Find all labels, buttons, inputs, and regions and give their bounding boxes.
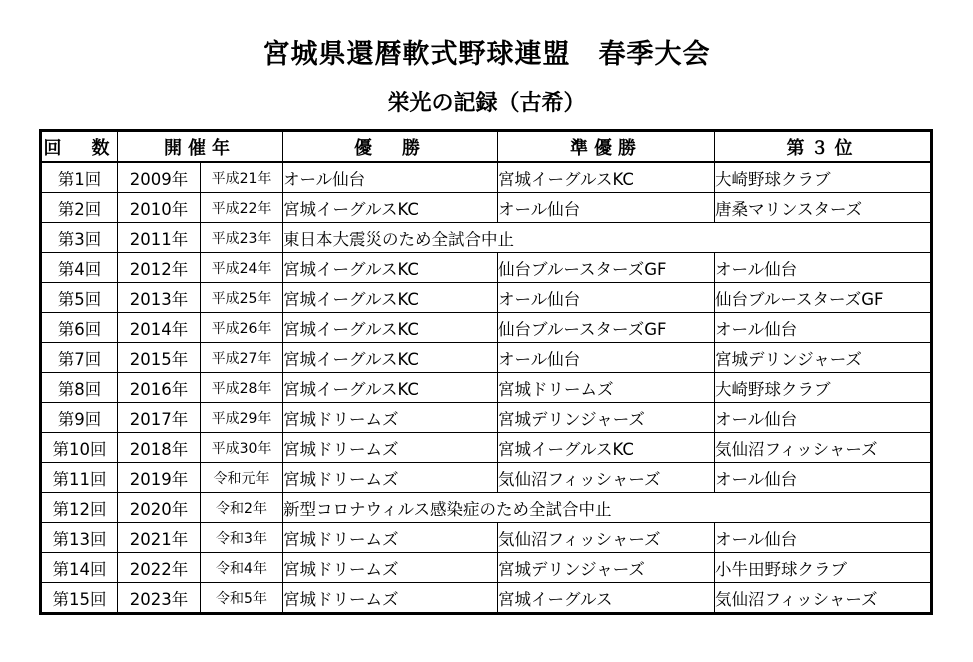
era-cell: 平成23年 bbox=[201, 223, 283, 253]
table-row bbox=[41, 433, 932, 463]
page-title: 宮城県還暦軟式野球連盟 春季大会 bbox=[262, 39, 711, 70]
third-place-cell: オール仙台 bbox=[715, 523, 932, 553]
winner-cell: 宮城ドリームズ bbox=[283, 583, 498, 614]
runner-up-cell: オール仙台 bbox=[498, 343, 715, 373]
records-body bbox=[41, 162, 932, 614]
runner-up-cell: 宮城ドリームズ bbox=[498, 373, 715, 403]
round-cell: 第7回 bbox=[41, 343, 118, 373]
third-place-cell: 大崎野球クラブ bbox=[715, 373, 932, 403]
runner-up-cell: 宮城デリンジャーズ bbox=[498, 403, 715, 433]
winner-cell: 宮城イーグルスKC bbox=[283, 343, 498, 373]
header-row bbox=[41, 131, 932, 163]
round-cell: 第8回 bbox=[41, 373, 118, 403]
year-cell: 2020年 bbox=[118, 493, 201, 523]
third-place-cell: 宮城デリンジャーズ bbox=[715, 343, 932, 373]
winner-cell: 宮城ドリームズ bbox=[283, 523, 498, 553]
year-cell: 2015年 bbox=[118, 343, 201, 373]
era-cell: 平成22年 bbox=[201, 193, 283, 223]
table-row bbox=[41, 583, 932, 614]
third-place-cell: 気仙沼フィッシャーズ bbox=[715, 583, 932, 614]
round-cell: 第4回 bbox=[41, 253, 118, 283]
third-place-cell: 唐桑マリンスターズ bbox=[715, 193, 932, 223]
winner-cell: オール仙台 bbox=[283, 162, 498, 193]
round-cell: 第15回 bbox=[41, 583, 118, 614]
header-third: 第３位 bbox=[715, 131, 932, 163]
era-cell: 令和2年 bbox=[201, 493, 283, 523]
year-cell: 2011年 bbox=[118, 223, 201, 253]
table-row bbox=[41, 162, 932, 193]
table-row bbox=[41, 283, 932, 313]
third-place-cell: 大崎野球クラブ bbox=[715, 162, 932, 193]
year-cell: 2016年 bbox=[118, 373, 201, 403]
table-row bbox=[41, 343, 932, 373]
round-cell: 第2回 bbox=[41, 193, 118, 223]
round-cell: 第14回 bbox=[41, 553, 118, 583]
runner-up-cell: 宮城イーグルスKC bbox=[498, 162, 715, 193]
year-cell: 2023年 bbox=[118, 583, 201, 614]
round-cell: 第5回 bbox=[41, 283, 118, 313]
table-row bbox=[41, 553, 932, 583]
era-cell: 平成26年 bbox=[201, 313, 283, 343]
third-place-cell: オール仙台 bbox=[715, 313, 932, 343]
third-place-cell: 気仙沼フィッシャーズ bbox=[715, 433, 932, 463]
table-row bbox=[41, 493, 932, 523]
table-row bbox=[41, 403, 932, 433]
year-cell: 2022年 bbox=[118, 553, 201, 583]
era-cell: 平成27年 bbox=[201, 343, 283, 373]
round-cell: 第3回 bbox=[41, 223, 118, 253]
round-cell: 第9回 bbox=[41, 403, 118, 433]
header-held-year: 開催年 bbox=[118, 131, 283, 163]
round-cell: 第1回 bbox=[41, 162, 118, 193]
header-round: 回 数 bbox=[41, 131, 118, 163]
winner-cell: 宮城イーグルスKC bbox=[283, 283, 498, 313]
year-cell: 2009年 bbox=[118, 162, 201, 193]
winner-cell: 宮城ドリームズ bbox=[283, 553, 498, 583]
winner-cell: 宮城イーグルスKC bbox=[283, 253, 498, 283]
third-place-cell: 小牛田野球クラブ bbox=[715, 553, 932, 583]
third-place-cell: 仙台ブルースターズGF bbox=[715, 283, 932, 313]
runner-up-cell: 気仙沼フィッシャーズ bbox=[498, 523, 715, 553]
runner-up-cell: オール仙台 bbox=[498, 193, 715, 223]
records-table bbox=[39, 129, 933, 615]
table-row bbox=[41, 193, 932, 223]
table-row bbox=[41, 373, 932, 403]
era-cell: 平成29年 bbox=[201, 403, 283, 433]
runner-up-cell: 宮城イーグルスKC bbox=[498, 433, 715, 463]
round-cell: 第11回 bbox=[41, 463, 118, 493]
runner-up-cell: 宮城デリンジャーズ bbox=[498, 553, 715, 583]
era-cell: 令和4年 bbox=[201, 553, 283, 583]
header-winner: 優 勝 bbox=[283, 131, 498, 163]
winner-cell: 宮城イーグルスKC bbox=[283, 373, 498, 403]
cancellation-note: 東日本大震災のため全試合中止 bbox=[283, 223, 932, 253]
cancellation-note: 新型コロナウィルス感染症のため全試合中止 bbox=[283, 493, 932, 523]
era-cell: 令和元年 bbox=[201, 463, 283, 493]
year-cell: 2010年 bbox=[118, 193, 201, 223]
runner-up-cell: 宮城イーグルス bbox=[498, 583, 715, 614]
year-cell: 2017年 bbox=[118, 403, 201, 433]
table-row bbox=[41, 463, 932, 493]
third-place-cell: オール仙台 bbox=[715, 403, 932, 433]
header-runner-up: 準優勝 bbox=[498, 131, 715, 163]
table-row bbox=[41, 223, 932, 253]
runner-up-cell: オール仙台 bbox=[498, 283, 715, 313]
era-cell: 平成30年 bbox=[201, 433, 283, 463]
era-cell: 平成25年 bbox=[201, 283, 283, 313]
round-cell: 第10回 bbox=[41, 433, 118, 463]
year-cell: 2012年 bbox=[118, 253, 201, 283]
winner-cell: 宮城イーグルスKC bbox=[283, 193, 498, 223]
table-row bbox=[41, 253, 932, 283]
third-place-cell: オール仙台 bbox=[715, 253, 932, 283]
table-row bbox=[41, 523, 932, 553]
year-cell: 2018年 bbox=[118, 433, 201, 463]
winner-cell: 宮城ドリームズ bbox=[283, 433, 498, 463]
winner-cell: 宮城イーグルスKC bbox=[283, 313, 498, 343]
era-cell: 令和5年 bbox=[201, 583, 283, 614]
round-cell: 第13回 bbox=[41, 523, 118, 553]
table-row bbox=[41, 313, 932, 343]
year-cell: 2019年 bbox=[118, 463, 201, 493]
round-cell: 第6回 bbox=[41, 313, 118, 343]
round-cell: 第12回 bbox=[41, 493, 118, 523]
era-cell: 平成24年 bbox=[201, 253, 283, 283]
runner-up-cell: 仙台ブルースターズGF bbox=[498, 313, 715, 343]
year-cell: 2013年 bbox=[118, 283, 201, 313]
runner-up-cell: 仙台ブルースターズGF bbox=[498, 253, 715, 283]
year-cell: 2021年 bbox=[118, 523, 201, 553]
runner-up-cell: 気仙沼フィッシャーズ bbox=[498, 463, 715, 493]
era-cell: 平成28年 bbox=[201, 373, 283, 403]
year-cell: 2014年 bbox=[118, 313, 201, 343]
era-cell: 平成21年 bbox=[201, 162, 283, 193]
page-subtitle: 栄光の記録（古希） bbox=[387, 91, 586, 116]
third-place-cell: オール仙台 bbox=[715, 463, 932, 493]
winner-cell: 宮城ドリームズ bbox=[283, 403, 498, 433]
era-cell: 令和3年 bbox=[201, 523, 283, 553]
winner-cell: 宮城ドリームズ bbox=[283, 463, 498, 493]
